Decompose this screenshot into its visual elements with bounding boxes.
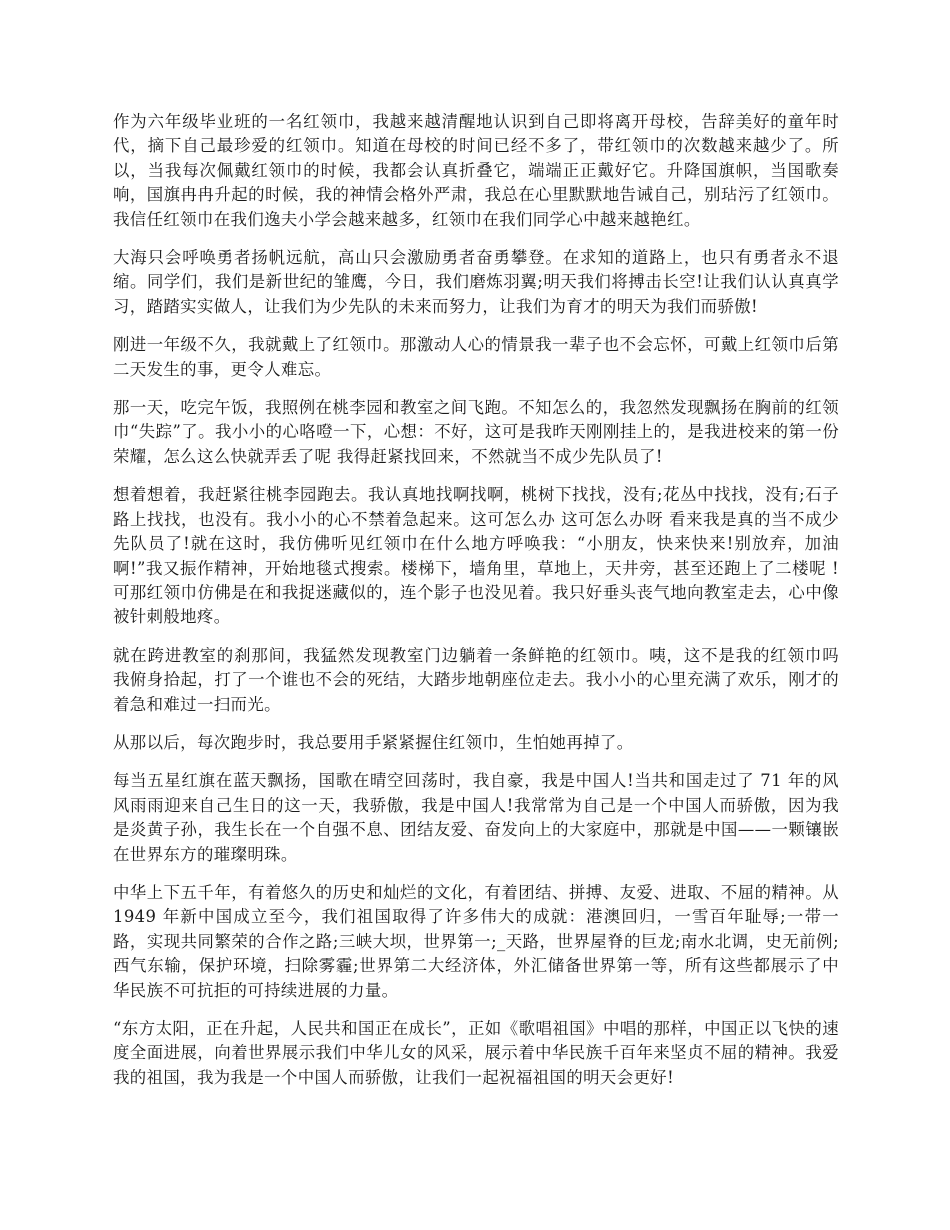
- document-body: [113, 110, 839, 1104]
- paragraph-9: 中华上下五千年，有着悠久的历史和灿烂的文化，有着团结、拼搏、友爱、进取、不屈的精神。从 1949 年新中国成立至今，我们祖国取得了许多伟大的成就：港澳回归，一雪百年耻辱;一带一路，实现共同繁荣的合作之路;三峡大坝，世界第一;_天路，世界屋脊的巨龙;南水北调，史无前例;西气东输，保护环境，扫除雾霾;世界第二大经济体，外汇储备世界第一等，所有这些都展示了中华民族不可抗拒的可持续进展的力量。: [113, 882, 839, 1000]
- paragraph-6: 就在跨进教室的刹那间，我猛然发现教室门边躺着一条鲜艳的红领巾。咦，这不是我的红领巾吗 我俯身拾起，打了一个谁也不会的死结，大踏步地朝座位走去。我小小的心里充满了欢乐，刚才的着急和难过一扫而光。: [113, 645, 839, 714]
- paragraph-2: 大海只会呼唤勇者扬帆远航，高山只会激励勇者奋勇攀登。在求知的道路上，也只有勇者永不退缩。同学们，我们是新世纪的雏鹰，今日，我们磨炼羽翼;明天我们将搏击长空!让我们认认真真学习，踏踏实实做人，让我们为少先队的未来而努力，让我们为育才的明天为我们而骄傲!: [113, 248, 839, 316]
- paragraph-8: 每当五星红旗在蓝天飘扬，国歌在晴空回荡时，我自豪，我是中国人!当共和国走过了 71 年的风风雨雨迎来自己生日的这一天，我骄傲，我是中国人!我常常为自己是一个中国人而骄傲，因为我是炎黄子孙，我生长在一个自强不息、团结友爱、奋发向上的大家庭中，那就是中国——一颗镶嵌在世界东方的璀璨明珠。: [113, 771, 839, 864]
- paragraph-7: 从那以后，每次跑步时，我总要用手紧紧握住红领巾，生怕她再掉了。: [113, 732, 634, 752]
- paragraph-3: 刚进一年级不久，我就戴上了红领巾。那激动人心的情景我一辈子也不会忘怀，可戴上红领巾后第二天发生的事，更令人难忘。: [113, 335, 839, 379]
- paragraph-1: 作为六年级毕业班的一名红领巾，我越来越清醒地认识到自己即将离开母校，告辞美好的童年时代，摘下自己最珍爱的红领巾。知道在母校的时间已经不多了，带红领巾的次数越来越少了。所以，当我每次佩戴红领巾的时候，我都会认真折叠它，端端正正戴好它。升降国旗帜，当国歌奏响，国旗冉冉升起的时候，我的神情会格外严肃，我总在心里默默地告诫自己，别玷污了红领巾。我信任红领巾在我们逸夫小学会越来越多，红领巾在我们同学心中越来越艳红。: [113, 112, 839, 229]
- paragraph-10: “东方太阳，正在升起，人民共和国正在成长”，正如《歌唱祖国》中唱的那样，中国正以飞快的速度全面进展，向着世界展示我们中华儿女的风采，展示着中华民族千百年来坚贞不屈的精神。我爱我的祖国，我为我是一个中国人而骄傲，让我们一起祝福祖国的明天会更好!: [113, 1019, 839, 1087]
- paragraph-4: 那一天，吃完午饭，我照例在桃李园和教室之间飞跑。不知怎么的，我忽然发现飘扬在胸前的红领巾“失踪”了。我小小的心咯噔一下，心想：不好，这可是我昨天刚刚挂上的，是我进校来的第一份荣耀，怎么这么快就弄丢了呢 我得赶紧找回来，不然就当不成少先队员了!: [113, 398, 839, 466]
- paragraph-5: 想着想着，我赶紧往桃李园跑去。我认真地找啊找啊，桃树下找找，没有;花丛中找找，没有;石子路上找找，也没有。我小小的心不禁着急起来。这可怎么办 这可怎么办呀 看来我是真的当不成少先队员了!就在这时，我仿佛听见红领巾在什么地方呼唤我：“小朋友，快来快来!别放弃，加油啊!”我又振作精神，开始地毯式搜索。楼梯下，墙角里，草地上，天井旁，甚至还跑上了二楼呢 !可那红领巾仿佛是在和我捉迷藏似的，连个影子也没见着。我只好垂头丧气地向教室走去，心中像被针刺般地疼。: [113, 485, 839, 627]
